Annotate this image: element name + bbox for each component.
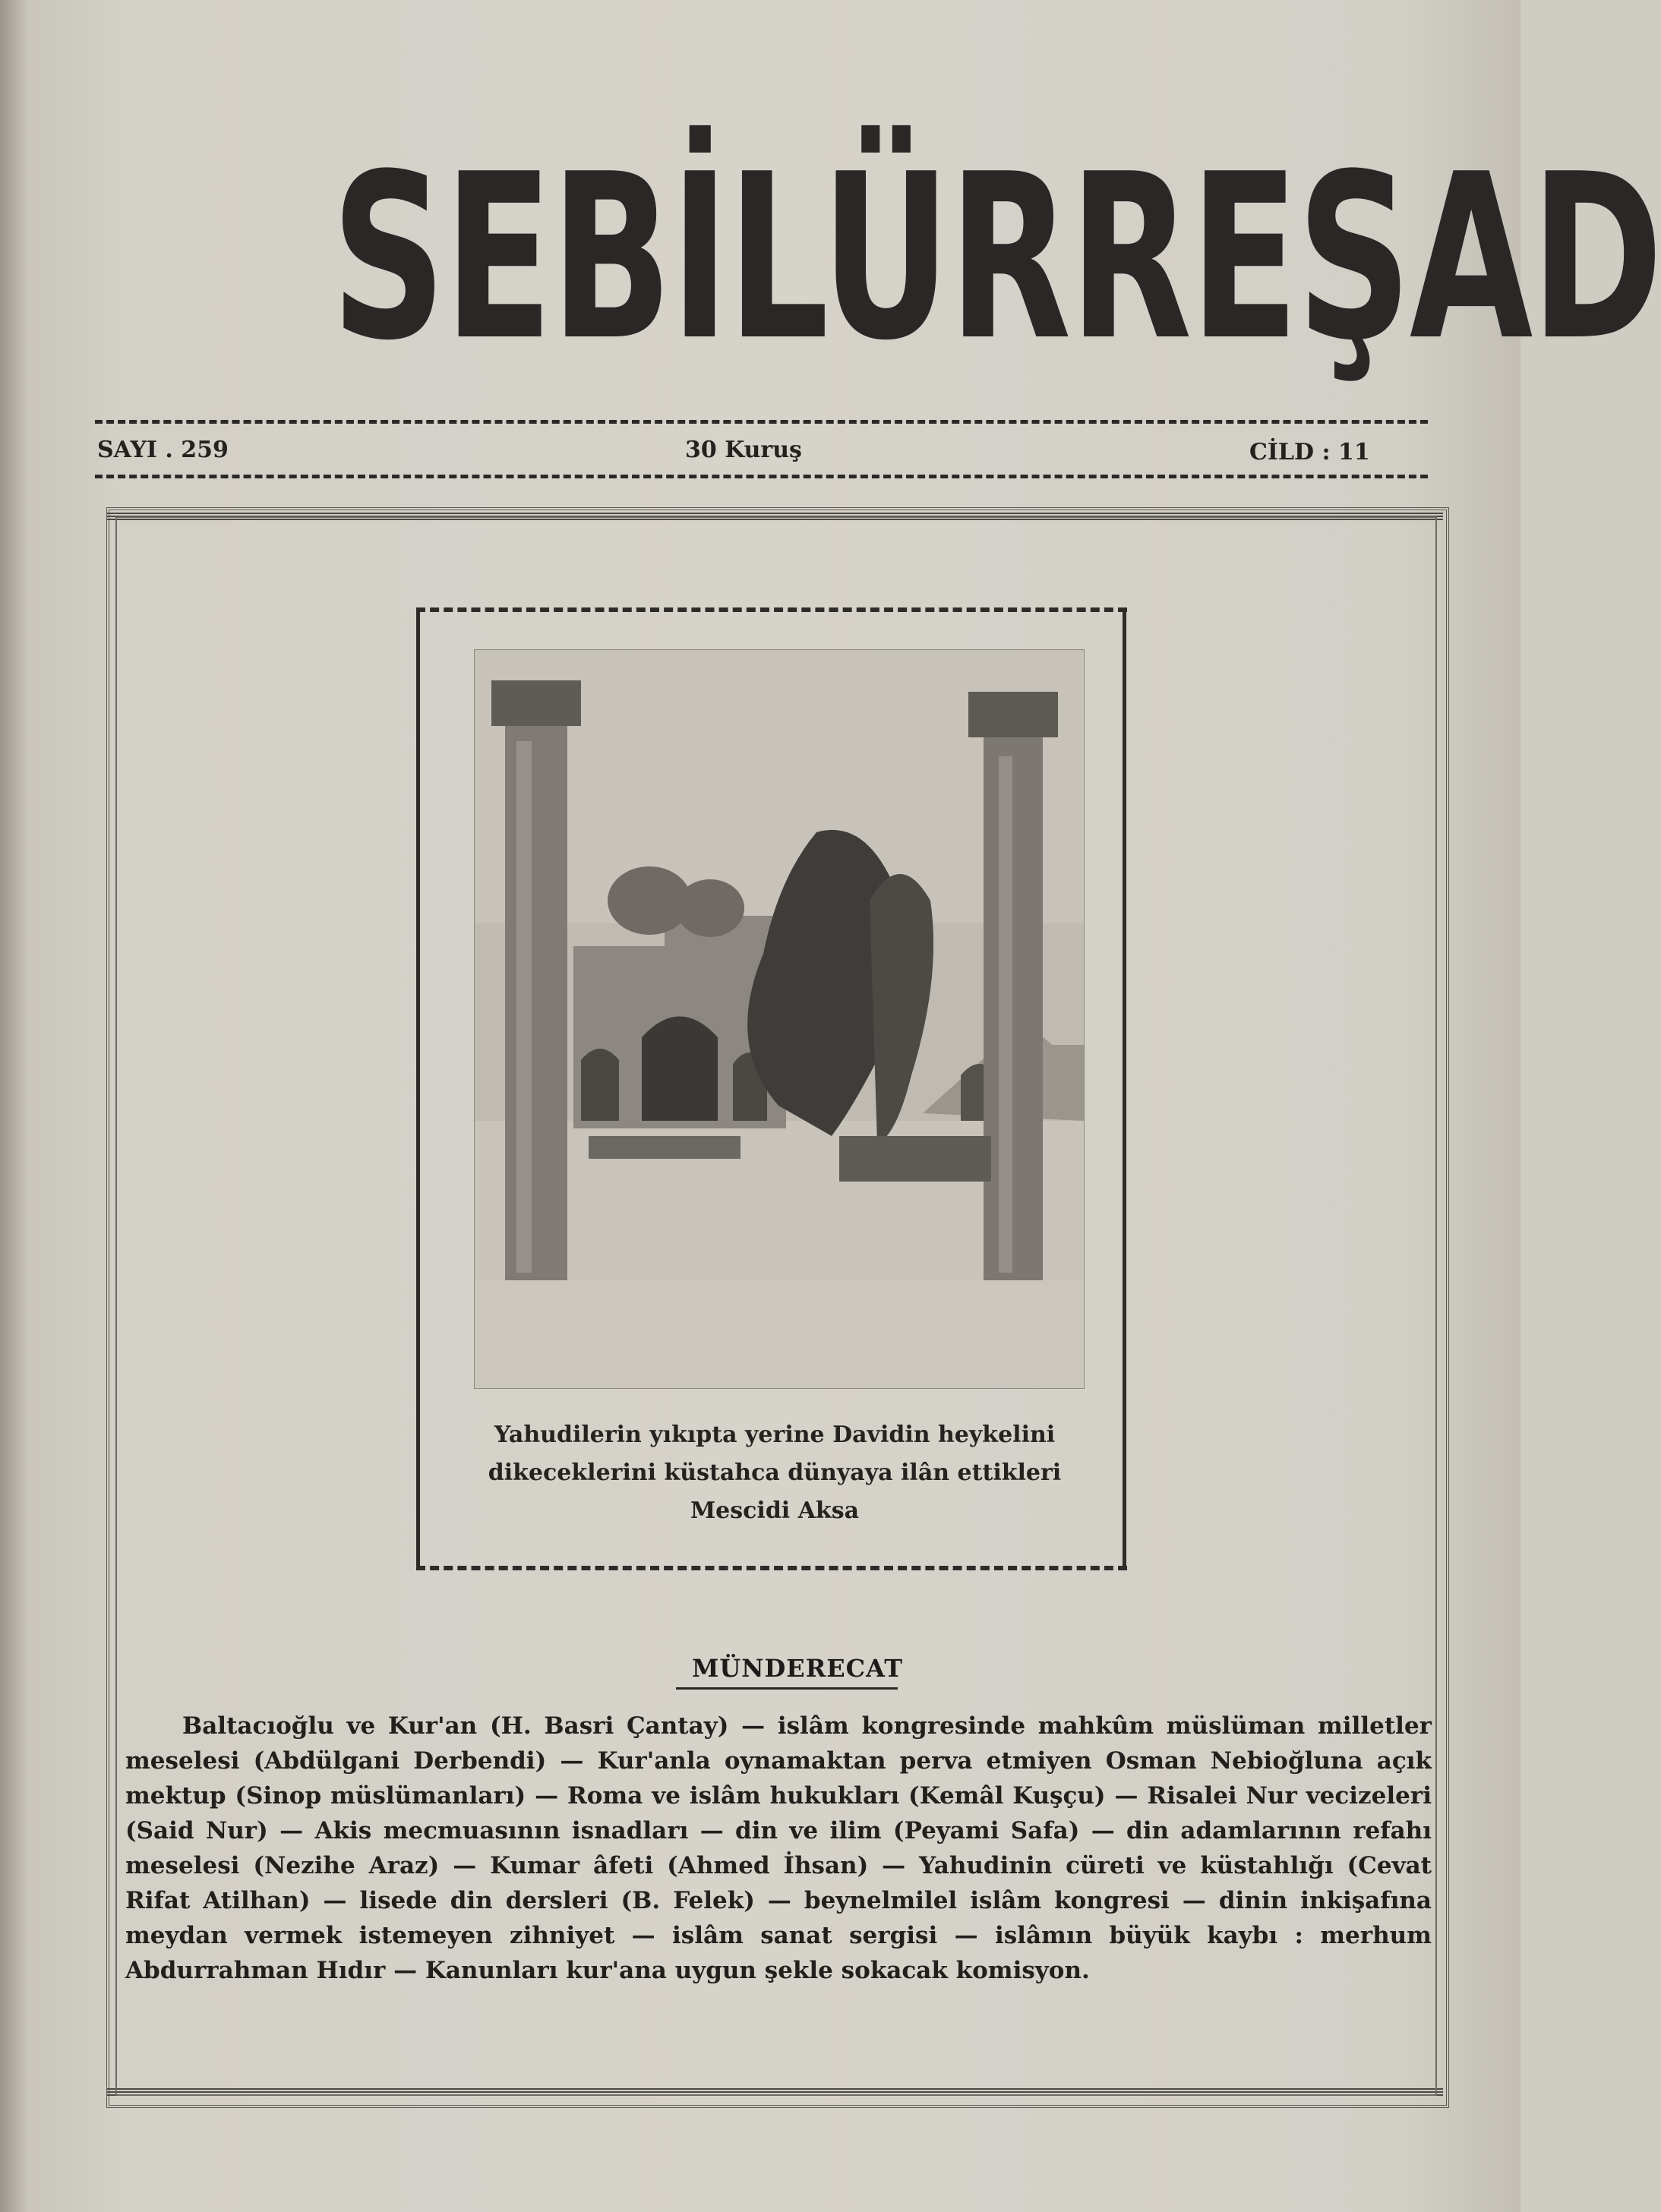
- contents-heading-underline: [676, 1687, 898, 1690]
- top-rule: [95, 420, 1428, 424]
- photo-frame-left: [416, 607, 420, 1568]
- issue-price: 30 Kuruş: [685, 437, 802, 463]
- photo-frame-bottom: [416, 1566, 1127, 1570]
- caption-line-1: Yahudilerin yıkıpta yerine Davidin heykelini: [494, 1422, 1056, 1448]
- contents-text: Baltacıoğlu ve Kur'an (H. Basri Çantay) — islâm kongresinde mahkûm müslüman milletler meselesi (Abdülgani Derbendi) — Kur'anla oynamaktan perva etmiyen Osman Nebioğluna açık mektup (Sinop müslümanları) — Roma ve islâm hukukları (Kemâl Kuşçu) — Risalei Nur vecizeleri (Said Nur) — Akis mecmuasının isnadları — din ve ilim (Peyami Safa) — din adamlarının refahı meselesi (Nezihe Araz) — Kumar âfeti (Ahmed İhsan) — Yahudinin cüreti ve küstahlığı (Cevat Rifat Atilhan) — lisede din dersleri (B. Felek) — beynelmilel islâm kongresi — dinin inkişafına meydan vermek istemeyen zihniyet — islâm sanat sergisi — islâmın büyük kaybı : merhum Abdurrahman Hıdır — Kanunları kur'ana uygun şekle sokacak komisyon.: [125, 1712, 1432, 1984]
- volume-number: CİLD : 11: [1249, 439, 1370, 465]
- issue-number: SAYI . 259: [97, 437, 229, 463]
- mosque-illustration: [475, 650, 1084, 1388]
- photo-frame-right: [1123, 607, 1126, 1568]
- contents-heading: MÜNDERECAT: [691, 1654, 904, 1683]
- mosque-photo: [474, 649, 1085, 1389]
- binding-shadow: [0, 0, 27, 2212]
- bottom-rule: [95, 475, 1428, 478]
- masthead-text: SEBİLÜRREŞAD: [331, 125, 1661, 390]
- photo-caption: [456, 1416, 1094, 1530]
- caption-line-2: dikeceklerini küstahca dünyaya ilân ettikleri: [488, 1459, 1062, 1486]
- masthead-title: [331, 125, 1661, 390]
- caption-line-3: Mescidi Aksa: [690, 1497, 860, 1524]
- photo-frame-top: [416, 607, 1127, 612]
